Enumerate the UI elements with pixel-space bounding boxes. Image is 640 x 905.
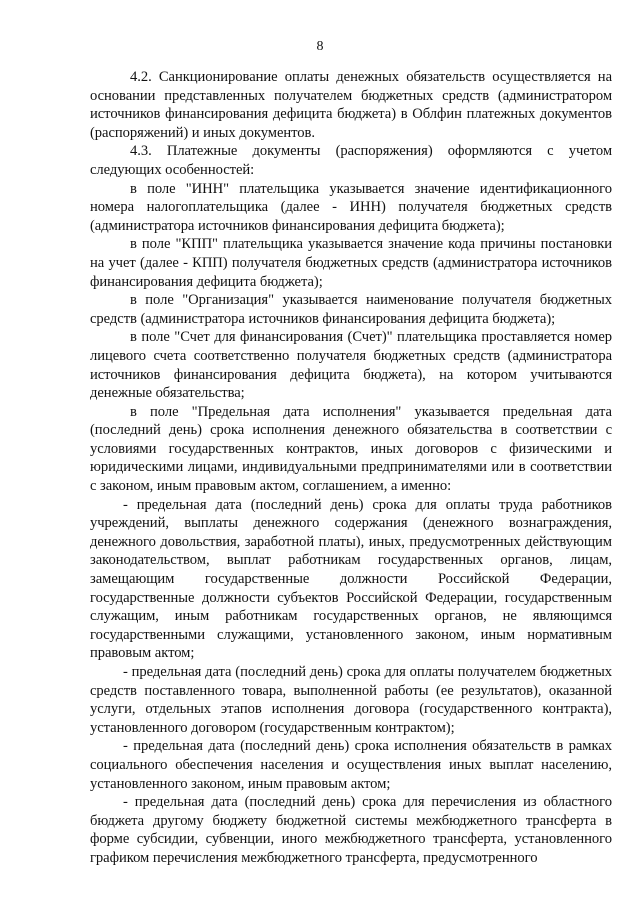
paragraph-kpp-field: в поле "КПП" плательщика указывается значение кода причины постановки на учет (далее - КПП) получателя бюджетных средств (администратора источников финансирования дефицита бюджета); xyxy=(90,236,612,290)
document-body xyxy=(90,68,612,868)
paragraph-4-3: 4.3. Платежные документы (распоряжения) оформляются с учетом следующих особенностей: xyxy=(90,143,612,178)
list-item-salary-deadline: - предельная дата (последний день) срока для оплаты труда работников учреждений, выплаты денежного содержания (денежного вознаграждения, денежного довольствия, заработной платы), иных, предусмотренных действующим законодательством, выплат работникам государственных органов, лицам, замещающим государственные должности Российской Федерации, государственные должности субъектов Российской Федерации, государственным служащим, иным работникам государственных органов, не являющимся государственными служащими, установленного законом, иным нормативным правовым актом; xyxy=(90,496,612,662)
list-item-social-deadline: - предельная дата (последний день) срока исполнения обязательств в рамках социального обеспечения населения и осуществления иных выплат населению, установленного законом, иным правовым актом; xyxy=(90,738,612,792)
paragraph-inn-field: в поле "ИНН" плательщика указывается значение идентификационного номера налогоплательщика (далее - ИНН) получателя бюджетных средств (администратора источников финансирования дефицита бюджета); xyxy=(90,180,612,234)
list-item-goods-deadline: - предельная дата (последний день) срока для оплаты получателем бюджетных средств поставленного товара, выполненной работы (ее результатов), оказанной услуги, отдельных этапов исполнения договора (государственного контракта), установленного договором (государственным контрактом); xyxy=(90,664,612,736)
paragraph-4-2: 4.2. Санкционирование оплаты денежных обязательств осуществляется на основании представленных получателем бюджетных средств (администратором источников финансирования дефицита бюджета) в Облфин платежных документов (распоряжений) и иных документов. xyxy=(90,69,612,141)
paragraph-account-field: в поле "Счет для финансирования (Счет)" плательщика проставляется номер лицевого счета соответственно получателя бюджетных средств (администратора источников финансирования дефицита бюджета), на котором учитываются денежные обязательства; xyxy=(90,329,612,402)
paragraph-organization-field: в поле "Организация" указывается наименование получателя бюджетных средств (администратора источников финансирования дефицита бюджета); xyxy=(90,292,612,327)
page-number: 8 xyxy=(316,39,324,54)
paragraph-deadline-field: в поле "Предельная дата исполнения" указывается предельная дата (последний день) срока исполнения денежного обязательства в соответствии с условиями государственных контрактов, иных договоров с физическими и юридическими лицами, индивидуальными предпринимателями или в соответствии с законом, иным правовым актом, соглашением, а именно: xyxy=(90,403,612,495)
list-item-transfer-deadline: - предельная дата (последний день) срока для перечисления из областного бюджета другому бюджету бюджетной системы межбюджетного трансферта в форме субсидии, субвенции, иного межбюджетного трансферта, установленного графиком перечисления межбюджетного трансферта, предусмотренного xyxy=(90,794,612,866)
